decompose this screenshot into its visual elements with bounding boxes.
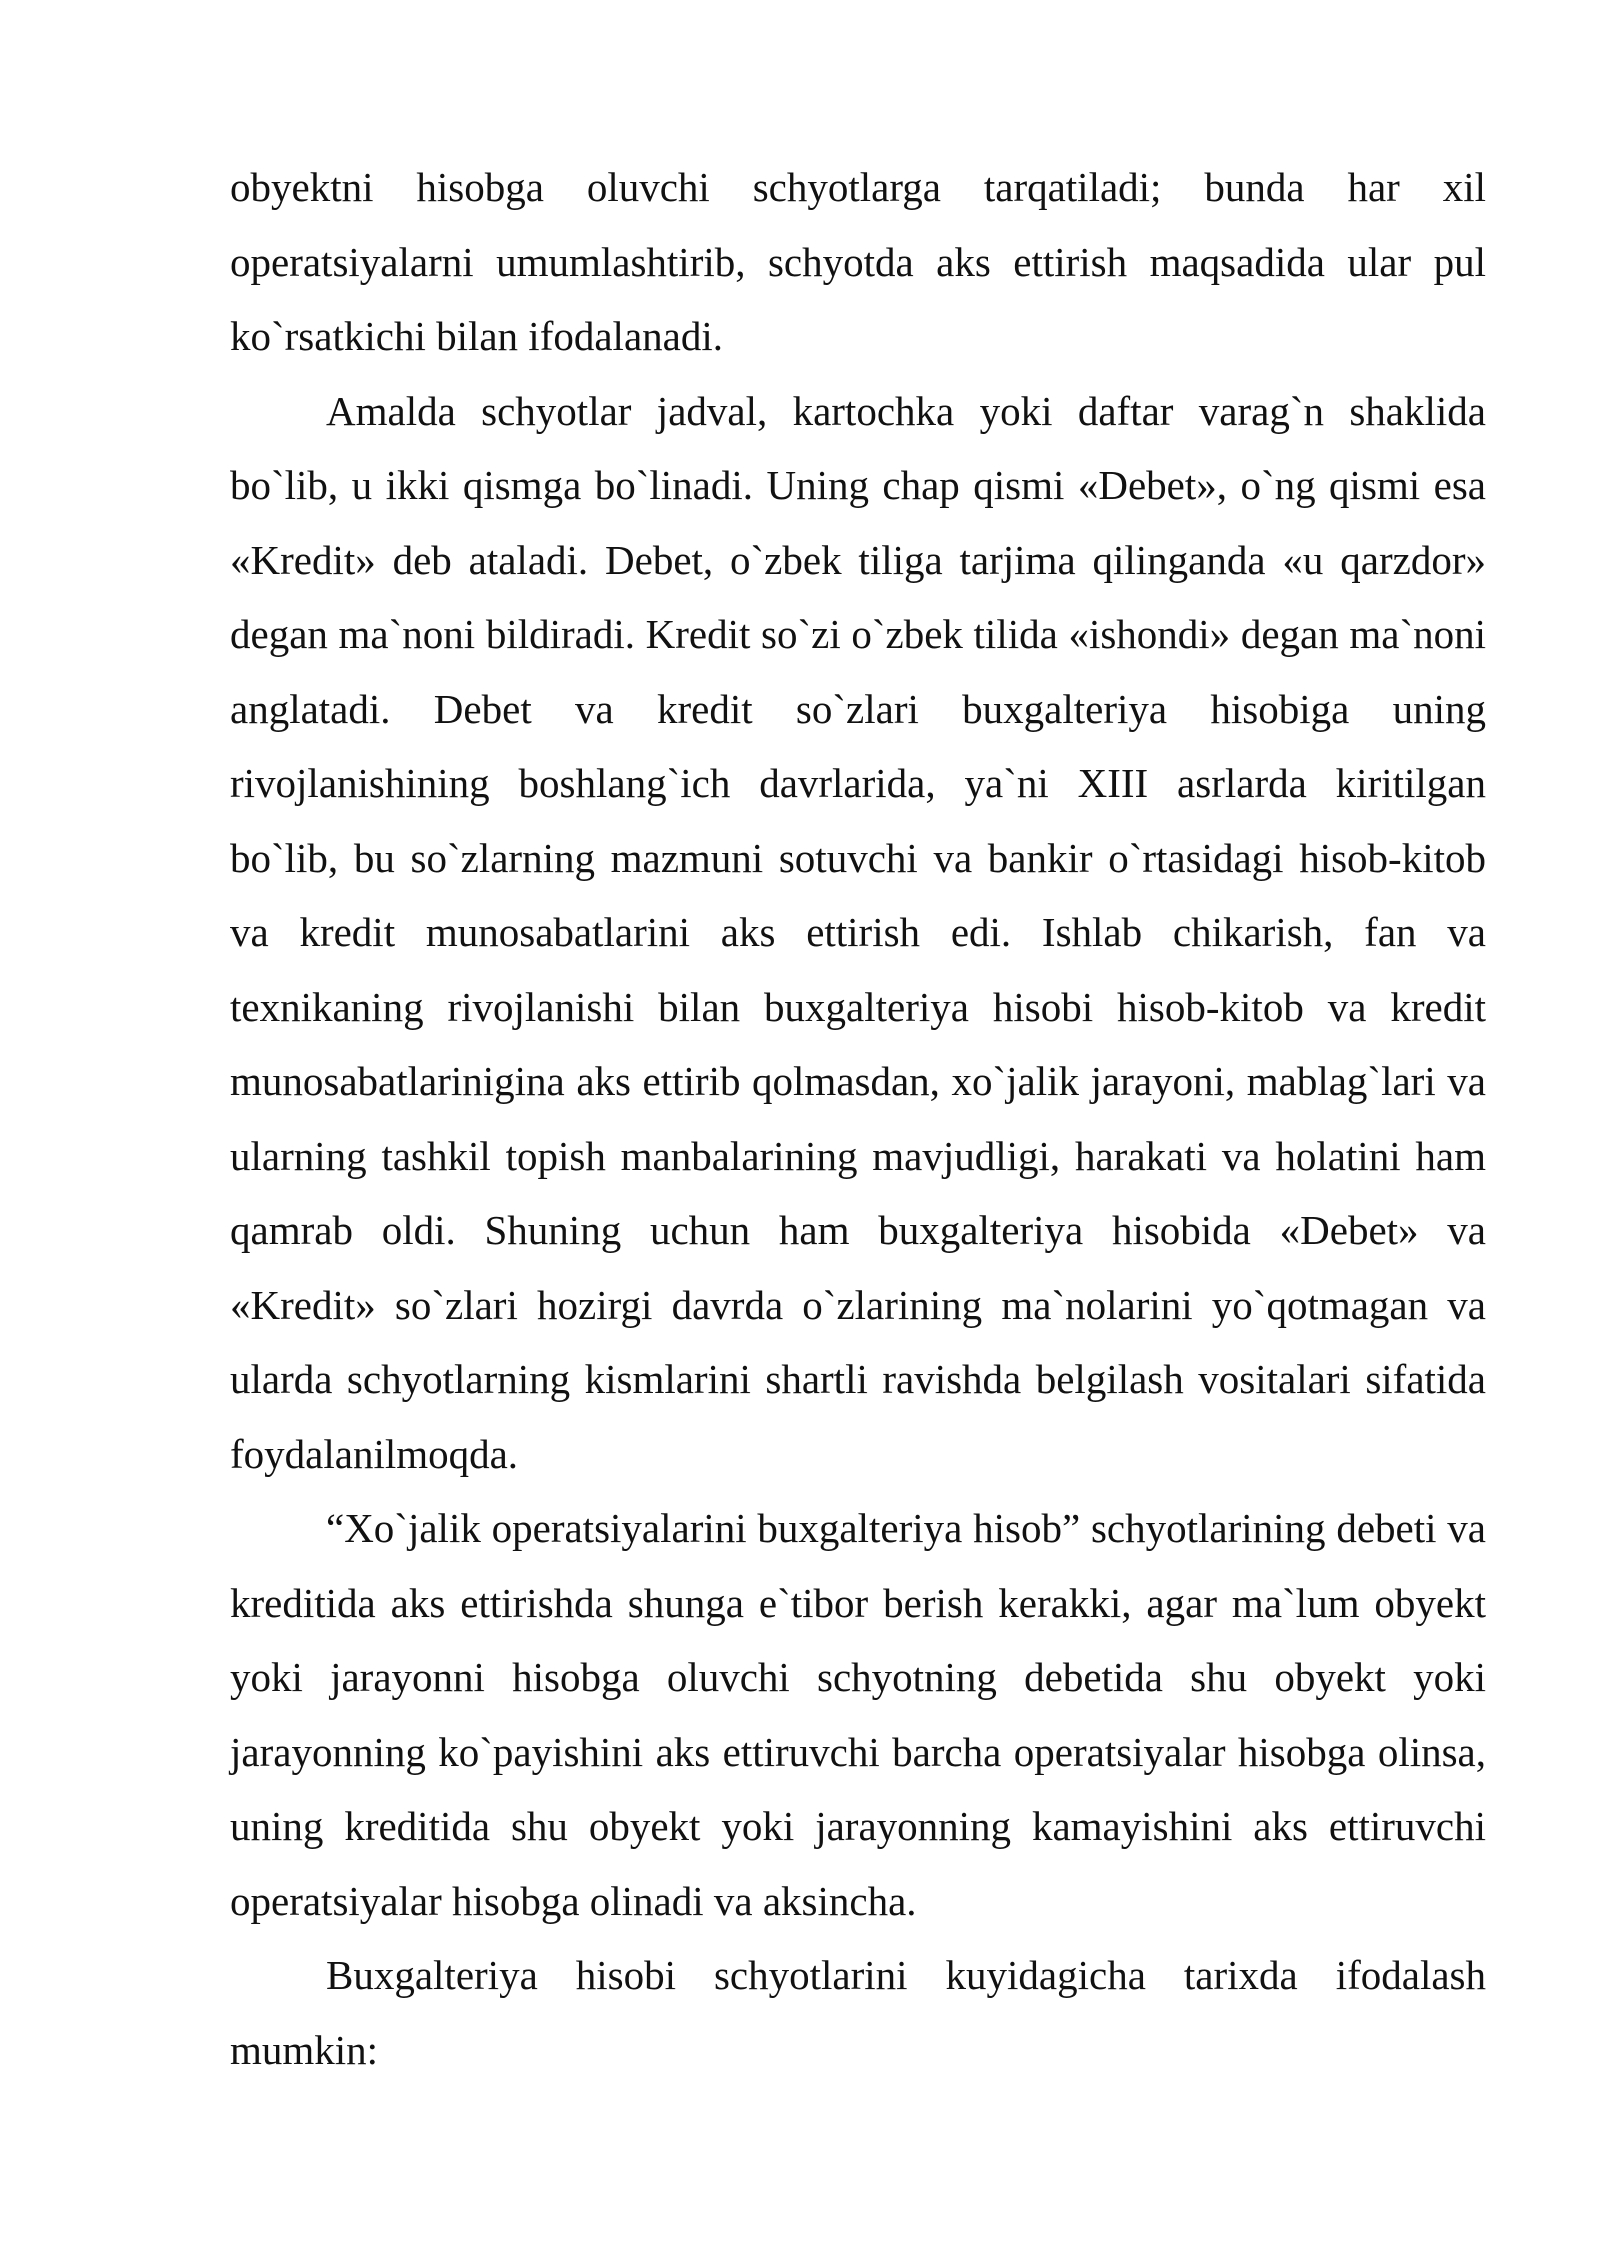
document-page: [230, 150, 1486, 2087]
paragraph-schyotlar-intro: Buxgalteriya hisobi schyotlarini kuyidagicha tarixda ifodalash mumkin:: [230, 1952, 1486, 2073]
paragraph-operations: “Xo`jalik operatsiyalarini buxgalteriya hisob” schyotlarining debeti va kreditida aks ettirishda shunga e`tibor berish kerakki, agar ma`lum obyekt yoki jarayonni hisobga oluvchi schyotning debetida shu obyekt yoki jarayonning ko`payishini aks ettiruvchi barcha operatsiyalar hisobga olinsa, uning kreditida shu obyekt yoki jarayonning kamayishini aks ettiruvchi operatsiyalar hisobga olinadi va aksincha.: [230, 1505, 1486, 1924]
paragraph-continuation: obyektni hisobga oluvchi schyotlarga tarqatiladi; bunda har xil operatsiyalarni umumlashtirib, schyotda aks ettirish maqsadida ular pul ko`rsatkichi bilan ifodalanadi.: [230, 164, 1486, 359]
paragraph-debet-kredit: Amalda schyotlar jadval, kartochka yoki daftar varag`n shaklida bo`lib, u ikki qismga bo`linadi. Uning chap qismi «Debet», o`ng qismi esa «Kredit» deb ataladi. Debet, o`zbek tiliga tarjima qilinganda «u qarzdor» degan ma`noni bildiradi. Kredit so`zi o`zbek tilida «ishondi» degan ma`noni anglatadi. Debet va kredit so`zlari buxgalteriya hisobiga uning rivojlanishining boshlang`ich davrlarida, ya`ni XIII asrlarda kiritilgan bo`lib, bu so`zlarning mazmuni sotuvchi va bankir o`rtasidagi hisob-kitob va kredit munosabatlarini aks ettirish edi. Ishlab chikarish, fan va texnikaning rivojlanishi bilan buxgalteriya hisobi hisob-kitob va kredit munosabatlarinigina aks ettirib qolmasdan, xo`jalik jarayoni, mablag`lari va ularning tashkil topish manbalarining mavjudligi, harakati va holatini ham qamrab oldi. Shuning uchun ham buxgalteriya hisobida «Debet» va «Kredit» so`zlari hozirgi davrda o`zlarining ma`nolarini yo`qotmagan va ularda schyotlarning kismlarini shartli ravishda belgilash vositalari sifatida foydalanilmoqda.: [230, 387, 1486, 1477]
